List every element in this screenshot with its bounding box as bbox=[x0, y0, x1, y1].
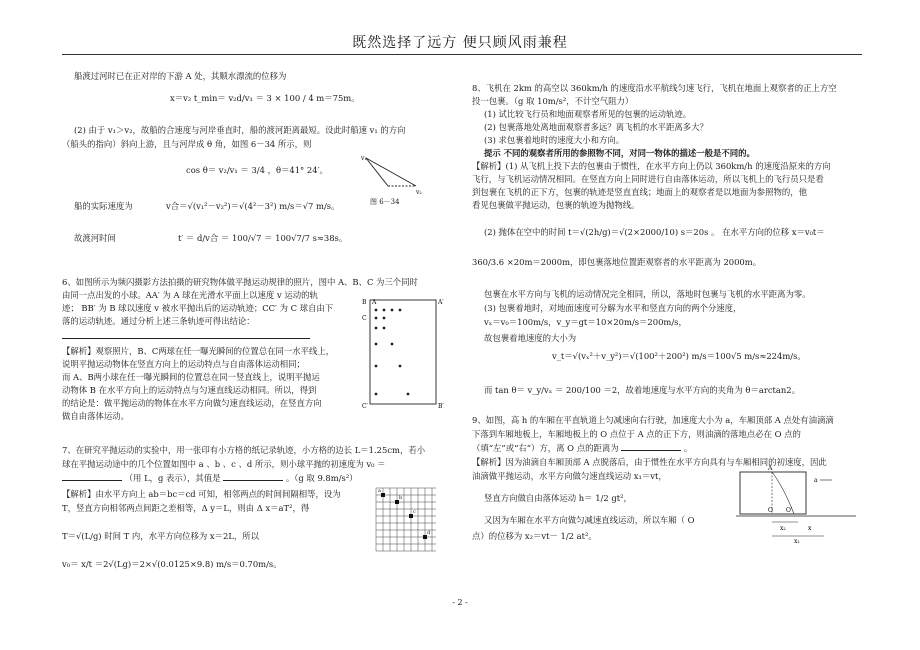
svg-text:C′: C′ bbox=[362, 403, 368, 410]
solution-line: 【解析】(1) 从飞机上投下去的包裹由于惯性，在水平方向上仍以 360km/h 的速度沿原来的方向 bbox=[472, 161, 831, 171]
svg-text:x: x bbox=[808, 525, 812, 532]
question-8-line: 投一包裹。（g 取 10m/s²，不计空气阻力） bbox=[472, 96, 634, 106]
svg-text:a: a bbox=[378, 488, 381, 494]
formula-line: 360/3.6 ×20m＝2000m，即包裹落地位置距观察者的水平距离为 2000m。 bbox=[472, 257, 762, 267]
solution-line: 又因为车厢在水平方向做匀减速直线运动，所以车厢（ O bbox=[484, 515, 695, 525]
solution-line: 飞行，与飞机运动情况相同。在竖直方向上同时进行自由落体运动，所以飞机上的飞行员只是看 bbox=[472, 174, 824, 184]
solution-line: T＝√(L/g) 时间 T 内，水平方向位移为 x＝2L，所以 bbox=[62, 531, 260, 541]
formula-line: 而 tan θ＝ v_y/vₓ ＝ 200/100 ＝2，故着地速度与水平方向的夹角为 θ＝arctan2。 bbox=[484, 385, 800, 395]
answer-blank bbox=[62, 338, 310, 339]
solution-line: 油滴做平抛运动，水平方向做匀速直线运动 x₁＝vt， bbox=[472, 471, 667, 481]
header-divider bbox=[62, 54, 862, 55]
solution-line: T，竖直方向相邻两点间距之差相等，Δ y＝L，则由 Δ x＝aT²，得 bbox=[62, 503, 310, 513]
solution-line: 做自由落体运动。 bbox=[62, 411, 129, 421]
solution-line: 动物体 B 在水平方向上的运动特点与匀速直线运动相同。所以，得到 bbox=[62, 385, 317, 395]
train-car-figure bbox=[736, 464, 862, 544]
svg-text:x₁: x₁ bbox=[794, 538, 800, 544]
text-line: （船头的指向）斜向上游，且与河岸成 θ 角，如图 6－34 所示，则 bbox=[62, 139, 312, 149]
formula-line: (2) 抛体在空中的时间 t＝√(2h/g)＝√(2×2000/10) s＝20s 。 在水平方向的位移 x＝v₀t＝ bbox=[484, 227, 825, 237]
svg-text:a: a bbox=[814, 477, 818, 484]
question-9-line: 下落到车厢地板上，车厢地板上的 O 点位于 A 点的正下方，则油滴的落地点必在 O 点的 bbox=[472, 429, 801, 439]
formula-line: vₓ＝v₀＝100m/s，v_y＝gt＝10×20m/s＝200m/s， bbox=[484, 317, 687, 327]
question-9-line: 9、如图，高 h 的车厢在平直轨道上匀减速向右行驶，加速度大小为 a，车厢顶部 A 点处有油滴滴 bbox=[472, 415, 834, 425]
svg-text:B: B bbox=[362, 299, 367, 306]
question-8-line: (2) 包裹落地处离地面观察者多远？离飞机的水平距离多大？ bbox=[484, 122, 708, 132]
question-8-line: (1) 试比较飞行员和地面观察者所见的包裹的运动轨迹。 bbox=[484, 109, 692, 119]
svg-text:O′: O′ bbox=[786, 507, 793, 514]
formula-line: v_t＝√(vₓ²＋v_y²)＝√(100²＋200²) m/s＝100√5 m/s≈224m/s。 bbox=[552, 351, 806, 361]
solution-line: 包裹在水平方向与飞机的运动情况完全相同，所以，落地时包裹与飞机的水平距离为零。 bbox=[484, 289, 811, 299]
question-6-line: 6、如图所示为频闪摄影方法拍摄的研究物体做平抛运动规律的照片，图中 A、B、C 为三个同时 bbox=[62, 277, 418, 287]
solution-line: 的结论是：做平抛运动的物体在水平方向做匀速直线运动，在竖直方向 bbox=[62, 398, 322, 408]
text-line: 故渡河时间 bbox=[74, 233, 116, 243]
svg-text:d: d bbox=[427, 530, 431, 536]
strobe-photo-figure bbox=[362, 296, 446, 416]
text-line: (2) 由于 v₁＞v₂，故船的合速度与河岸垂直时，船的渡河距离最短。设此时船速 v₁ 的方向 bbox=[74, 125, 406, 135]
svg-text:A: A bbox=[768, 465, 773, 472]
figure-caption: 图 6－34 bbox=[370, 198, 400, 206]
answer-blank bbox=[223, 472, 283, 481]
svg-text:v₁: v₁ bbox=[361, 155, 367, 162]
solution-line: 【解析】因为油滴自车厢顶部 A 点脱落后，由于惯性在水平方向具有与车厢相同的初速度，因此 bbox=[472, 457, 827, 467]
hint-line: 提示 不同的观察者所用的参照物不同，对同一物体的描述一般是不同的。 bbox=[484, 148, 755, 158]
formula-line: cos θ＝ v₂/v₁ ＝ 3/4 ，θ＝41° 24′。 bbox=[186, 165, 328, 175]
formula-line: x＝v₂ t_min＝ v₂d/v₁ ＝ 3 × 100 / 4 m＝75m。 bbox=[170, 93, 360, 103]
question-6-line: 落的运动轨迹。通过分析上述三条轨迹可得出结论： bbox=[62, 316, 255, 326]
question-8-line: 8、飞机在 2km 的高空以 360km/h 的速度沿水平航线匀速飞行，飞机在地面上观察者的正上方空 bbox=[472, 83, 837, 93]
formula-line: v合＝√(v₁²－v₂²)＝√(4²－3²) m/s＝√7 m/s。 bbox=[166, 201, 340, 211]
solution-line: 看见包裹做平抛运动，包裹的轨迹为抛物线。 bbox=[472, 200, 640, 210]
svg-text:x₂: x₂ bbox=[780, 525, 786, 532]
page-number: - 2 - bbox=[452, 598, 468, 607]
svg-text:O: O bbox=[768, 507, 773, 514]
grid-trajectory-figure bbox=[372, 484, 438, 556]
text-line: 船渡过河时已在正对岸的下游 A 处，其顺水漂流的位移为 bbox=[74, 71, 287, 81]
solution-line: 【解析】观察照片，B、C两球在任一曝光瞬间的位置总在同一水平线上， bbox=[62, 346, 335, 356]
svg-text:B′: B′ bbox=[438, 403, 444, 410]
solution-line: 到包裹在飞机的正下方，包裹的轨迹是竖直直线；地面上的观察者是以地面为参照物的，他 bbox=[472, 187, 807, 197]
svg-text:v₂: v₂ bbox=[416, 189, 422, 196]
solution-line: 而 A、B两小球在任一曝光瞬间的位置总在同一竖直线上，说明平抛运 bbox=[62, 372, 320, 382]
answer-blank bbox=[621, 442, 681, 451]
formula-line: t′ ＝ d/v合 ＝ 100/√7 ＝ 100√7/7 s≈38s。 bbox=[178, 233, 348, 243]
svg-text:C: C bbox=[362, 315, 367, 322]
solution-line: 说明平抛运动物体在竖直方向上的运动特点与自由落体运动相同； bbox=[62, 359, 305, 369]
question-7-line: 球在平抛运动途中的几个位置如图中 a 、b 、c 、d 所示，则小球平抛的初速度为 v₀ ＝ bbox=[62, 459, 386, 469]
solution-line: 【解析】由水平方向上 ab＝bc＝cd 可知，相邻两点的时间间隔相等，设为 bbox=[62, 489, 341, 499]
svg-text:b: b bbox=[399, 495, 403, 501]
svg-text:A′: A′ bbox=[438, 299, 444, 306]
svg-text:A: A bbox=[372, 299, 377, 306]
question-9-line: （填“左”或“右”）方，离 O 点的距离为 。 bbox=[472, 443, 693, 453]
solution-line: (3) 包裹着地时，对地面速度可分解为水平和竖直方向的两个分速度， bbox=[484, 303, 742, 313]
figure-6-34-vector-diagram bbox=[360, 152, 424, 200]
question-8-line: (3) 求包裹着地时的速度大小和方向。 bbox=[484, 135, 625, 145]
question-7-line: （用 L，g 表示），其值是 。（g 取 9.8m/s²） bbox=[62, 472, 358, 485]
question-7-line: 7、在研究平抛运动的实验中，用一张印有小方格的纸记录轨迹，小方格的边长 L＝1.25cm，若小 bbox=[62, 445, 426, 455]
solution-line: v₀＝ x/t ＝2√(Lg)＝2×√(0.0125×9.8) m/s＝0.70m/s。 bbox=[62, 559, 282, 569]
question-6-line: 由同一点出发的小球。AA′ 为 A 球在光滑水平面上以速度 v 运动的轨 bbox=[62, 290, 318, 300]
text-line: 船的实际速度为 bbox=[74, 201, 133, 211]
solution-line: 故包裹着地速度的大小为 bbox=[484, 333, 577, 343]
svg-text:c: c bbox=[413, 509, 416, 515]
solution-line: 竖直方向做自由落体运动 h＝ 1/2 gt²， bbox=[484, 493, 632, 503]
question-6-line: 迹； BB′ 为 B 球以速度 v 被水平抛出后的运动轨迹；CC′ 为 C 球自由下 bbox=[62, 303, 334, 313]
answer-blank bbox=[62, 472, 122, 481]
page-header-title: 既然选择了远方 便只顾风雨兼程 bbox=[352, 35, 568, 51]
solution-line: 点）的位移为 x₂＝vt－ 1/2 at²。 bbox=[472, 531, 597, 541]
